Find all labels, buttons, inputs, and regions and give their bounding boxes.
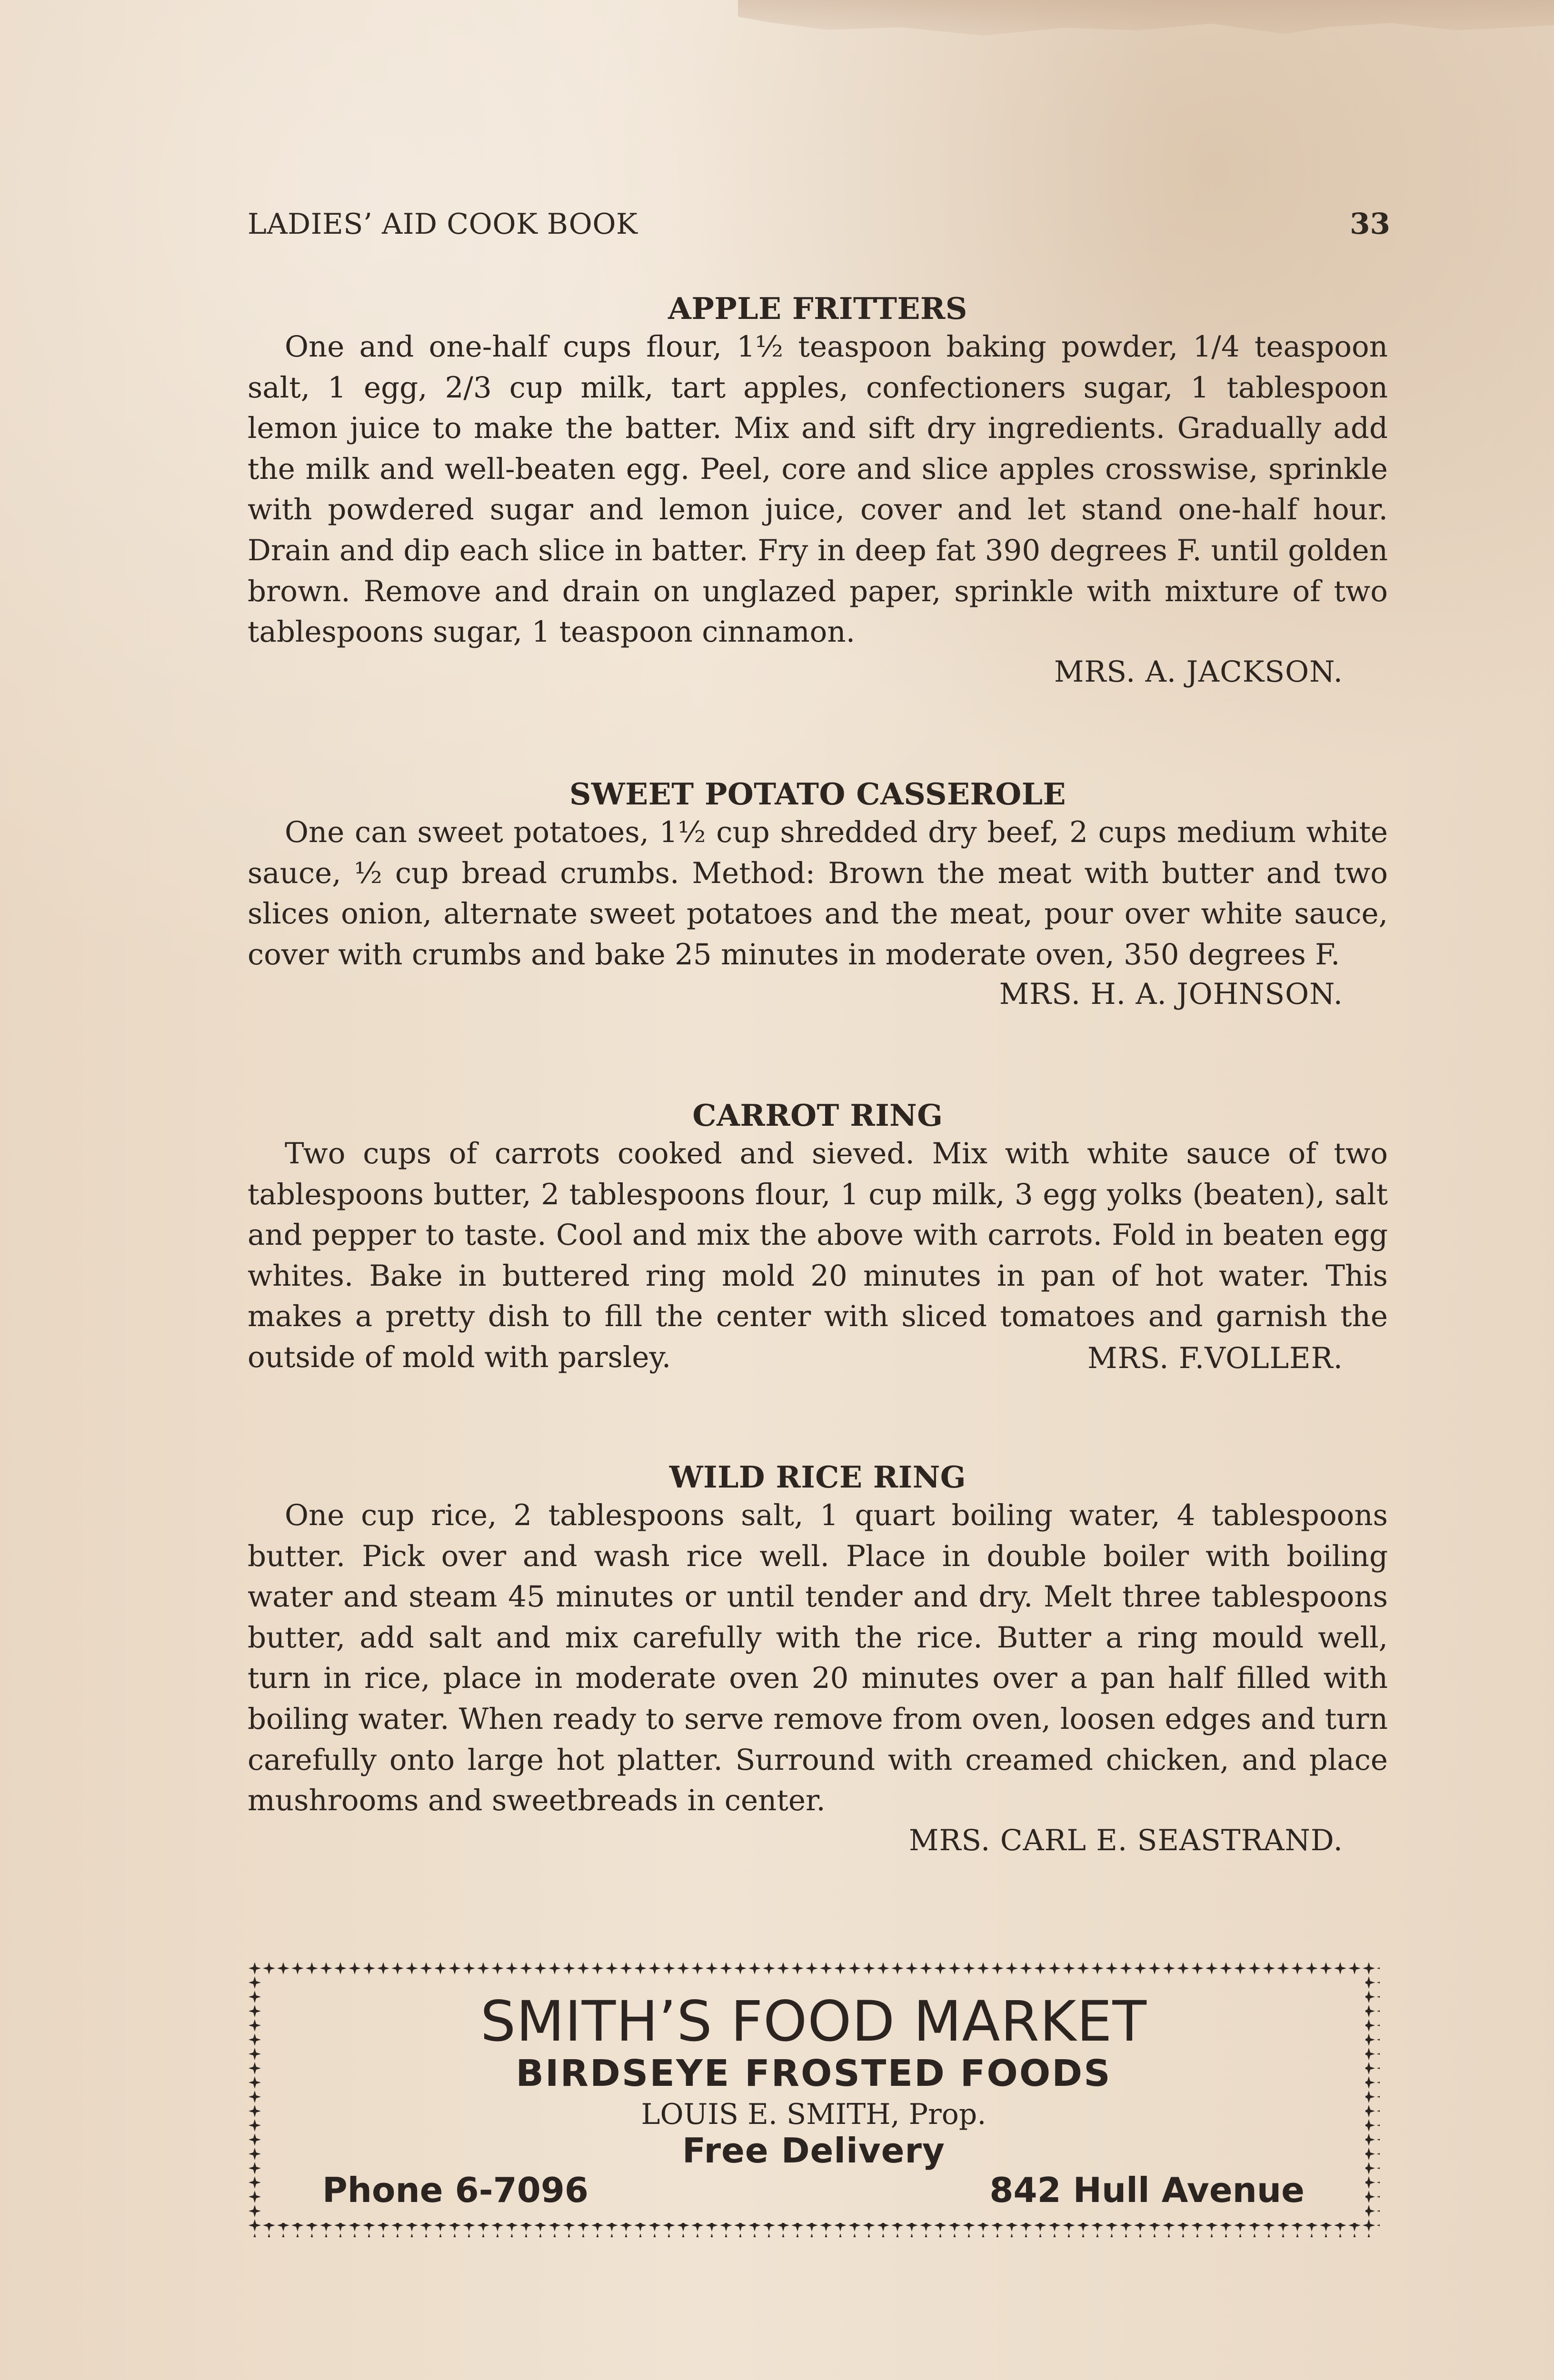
page-number: 33 [1350,207,1390,241]
recipe-title: CARROT RING [692,1098,943,1133]
smiths-food-market-ad [248,1961,1380,2237]
recipe-wild-rice-ring [248,1459,1388,1860]
store-service: Free Delivery [682,2131,945,2171]
recipe-body: One cup rice, 2 tablespoons salt, 1 quart boiling water, 4 tablespoons butter. Pick over and wash rice well. Place in double boiler with boiling water and steam 45 minutes or until tender and dry. Melt three tablespoons butter, add salt and mix carefully with the rice. Butter a ring mould well, turn in rice, place in moderate oven 20 minutes over a pan half filled with boiling water. When ready to serve remove from oven, loosen edges and turn carefully onto large hot platter. Surround with creamed chicken, and place mushrooms and sweetbreads in center. [248,1498,1388,1818]
recipe-carrot-ring [248,1097,1388,1378]
paper-stain [738,0,1554,52]
recipe-signature: MRS. H. A. JOHNSON. [999,977,1343,1012]
store-phone: Phone 6-7096 [322,2170,589,2210]
running-head: LADIES’ AID COOK BOOK [248,208,638,241]
recipe-signature: MRS. CARL E. SEASTRAND. [909,1823,1343,1857]
recipe-signature: MRS. F.VOLLER. [1087,1341,1343,1375]
store-name: SMITH’S FOOD MARKET [480,1989,1147,2054]
recipe-title: SWEET POTATO CASSEROLE [569,776,1066,812]
recipe-sweet-potato-casserole [248,776,1388,1014]
recipe-body: One can sweet potatoes, 1½ cup shredded dry beef, 2 cups medium white sauce, ½ cup bread crumbs. Method: Brown the meat with butter and two slices onion, alternate sweet potatoes and the meat, pour over white sauce, cover with crumbs and bake 25 minutes in moderate oven, 350 degrees F. [248,815,1388,972]
recipe-body: One and one-half cups flour, 1½ teaspoon baking powder, 1/4 teaspoon salt, 1 egg, 2/3 cup milk, tart apples, confectioners sugar, 1 tablespoon lemon juice to make the batter. Mix and sift dry ingredients. Gradually add the milk and well-beaten egg. Peel, core and slice apples crosswise, sprinkle with powdered sugar and lemon juice, cover and let stand one-half hour. Drain and dip each slice in batter. Fry in deep fat 390 degrees F. until golden brown. Remove and drain on unglazed paper, sprinkle with mixture of two tablespoons sugar, 1 teaspoon cinnamon. [248,330,1388,649]
store-tagline: BIRDSEYE FROSTED FOODS [516,2053,1112,2095]
recipe-apple-fritters [248,290,1388,692]
store-address: 842 Hull Avenue [989,2170,1305,2210]
recipe-title: APPLE FRITTERS [668,291,967,326]
recipe-body: Two cups of carrots cooked and sieved. Mix with white sauce of two tablespoons butter, 2 tablespoons flour, 1 cup milk, 3 egg yolks (beaten), salt and pepper to taste. Cool and mix the above with carrots. Fold in beaten egg whites. Bake in buttered ring mold 20 minutes in pan of hot water. This makes a pretty dish to fill the center with sliced tomatoes and garnish the outside of mold with parsley. [248,1137,1388,1374]
store-owner: LOUIS E. SMITH, Prop. [641,2098,986,2131]
recipe-title: WILD RICE RING [669,1459,966,1495]
recipe-signature: MRS. A. JACKSON. [1054,654,1343,689]
